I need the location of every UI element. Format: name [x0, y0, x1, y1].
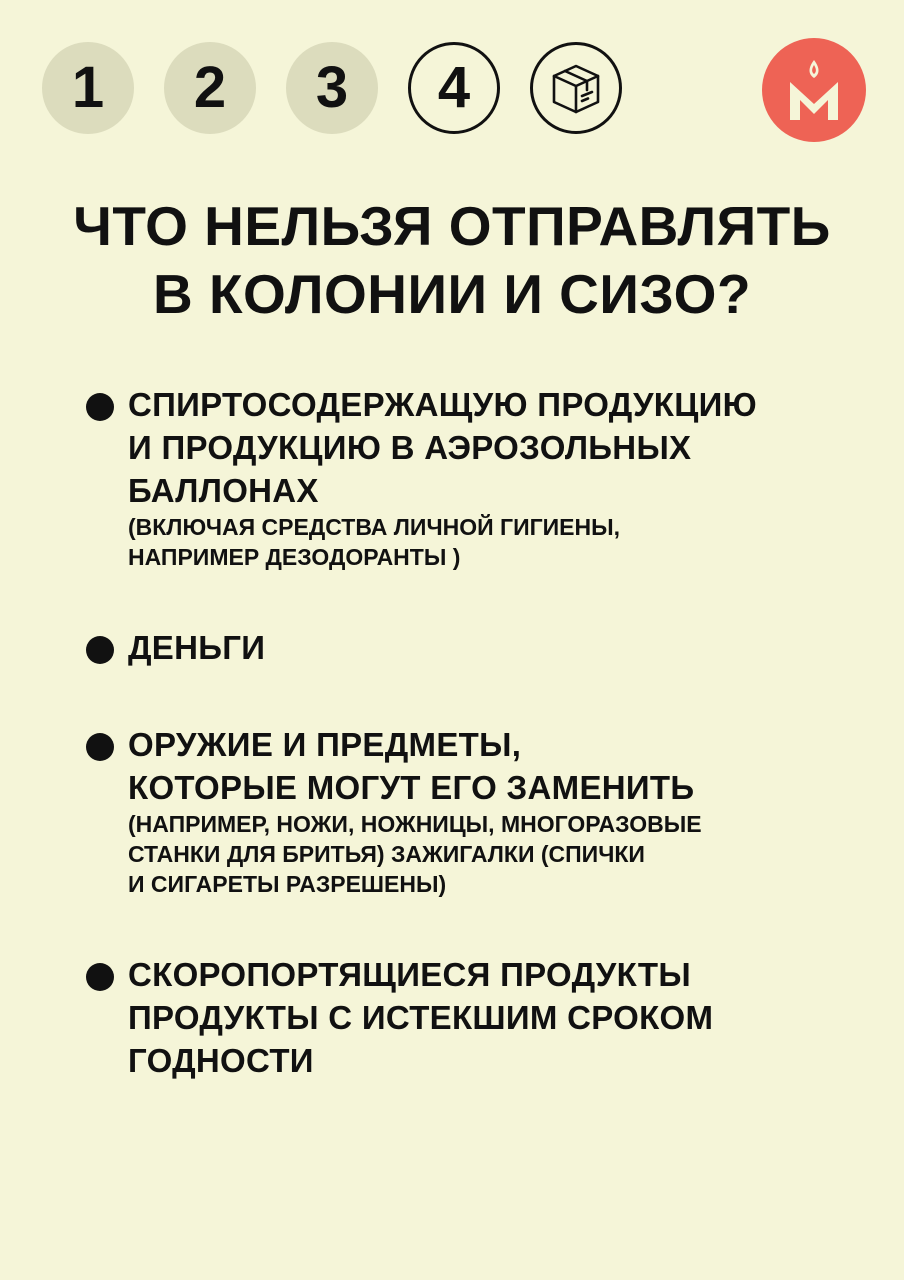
step-1-label: 1 [71, 55, 105, 120]
list-item-money [86, 626, 876, 669]
title-line-2: В КОЛОНИИ И СИЗО? [152, 263, 752, 325]
title-line-1: ЧТО НЕЛЬЗЯ ОТПРАВЛЯТЬ [73, 195, 831, 257]
step-4-label: 4 [437, 55, 471, 120]
step-4[interactable] [408, 42, 500, 134]
item-text: ПРОДУКТЫ С ИСТЕКШИМ СРОКОМ [128, 999, 714, 1036]
bullet-dot [86, 636, 114, 664]
item-note: И СИГАРЕТЫ РАЗРЕШЕНЫ) [128, 871, 447, 897]
item-note: СТАНКИ ДЛЯ БРИТЬЯ) ЗАЖИГАЛКИ (СПИЧКИ [128, 841, 645, 867]
step-indicator [42, 42, 622, 134]
list-item-perishables [86, 953, 876, 1082]
step-1[interactable] [42, 42, 134, 134]
step-2-label: 2 [193, 55, 227, 120]
package-box-icon [546, 58, 606, 118]
item-note: НАПРИМЕР ДЕЗОДОРАНТЫ ) [128, 544, 461, 570]
list-item-weapons [86, 723, 876, 899]
item-note: (ВКЛЮЧАЯ СРЕДСТВА ЛИЧНОЙ ГИГИЕНЫ, [128, 514, 621, 540]
item-text: СПИРТОСОДЕРЖАЩУЮ ПРОДУКЦИЮ [128, 386, 757, 423]
step-package[interactable] [530, 42, 622, 134]
item-text: ДЕНЬГИ [128, 629, 266, 666]
step-3[interactable] [286, 42, 378, 134]
page-title [0, 192, 904, 328]
item-note: (НАПРИМЕР, НОЖИ, НОЖНИЦЫ, МНОГОРАЗОВЫЕ [128, 811, 702, 837]
item-text: ГОДНОСТИ [128, 1042, 314, 1079]
step-3-label: 3 [315, 55, 349, 120]
item-text: БАЛЛОНАХ [128, 472, 319, 509]
memorial-logo [762, 38, 866, 142]
bullet-dot [86, 393, 114, 421]
item-text: ОРУЖИЕ И ПРЕДМЕТЫ, [128, 726, 522, 763]
item-text: СКОРОПОРТЯЩИЕСЯ ПРОДУКТЫ [128, 956, 691, 993]
prohibited-items-list [86, 383, 876, 1136]
bullet-dot [86, 963, 114, 991]
step-2[interactable] [164, 42, 256, 134]
item-text: И ПРОДУКЦИЮ В АЭРОЗОЛЬНЫХ [128, 429, 692, 466]
list-item-alcohol-aerosols [86, 383, 876, 572]
bullet-dot [86, 733, 114, 761]
item-text: КОТОРЫЕ МОГУТ ЕГО ЗАМЕНИТЬ [128, 769, 695, 806]
